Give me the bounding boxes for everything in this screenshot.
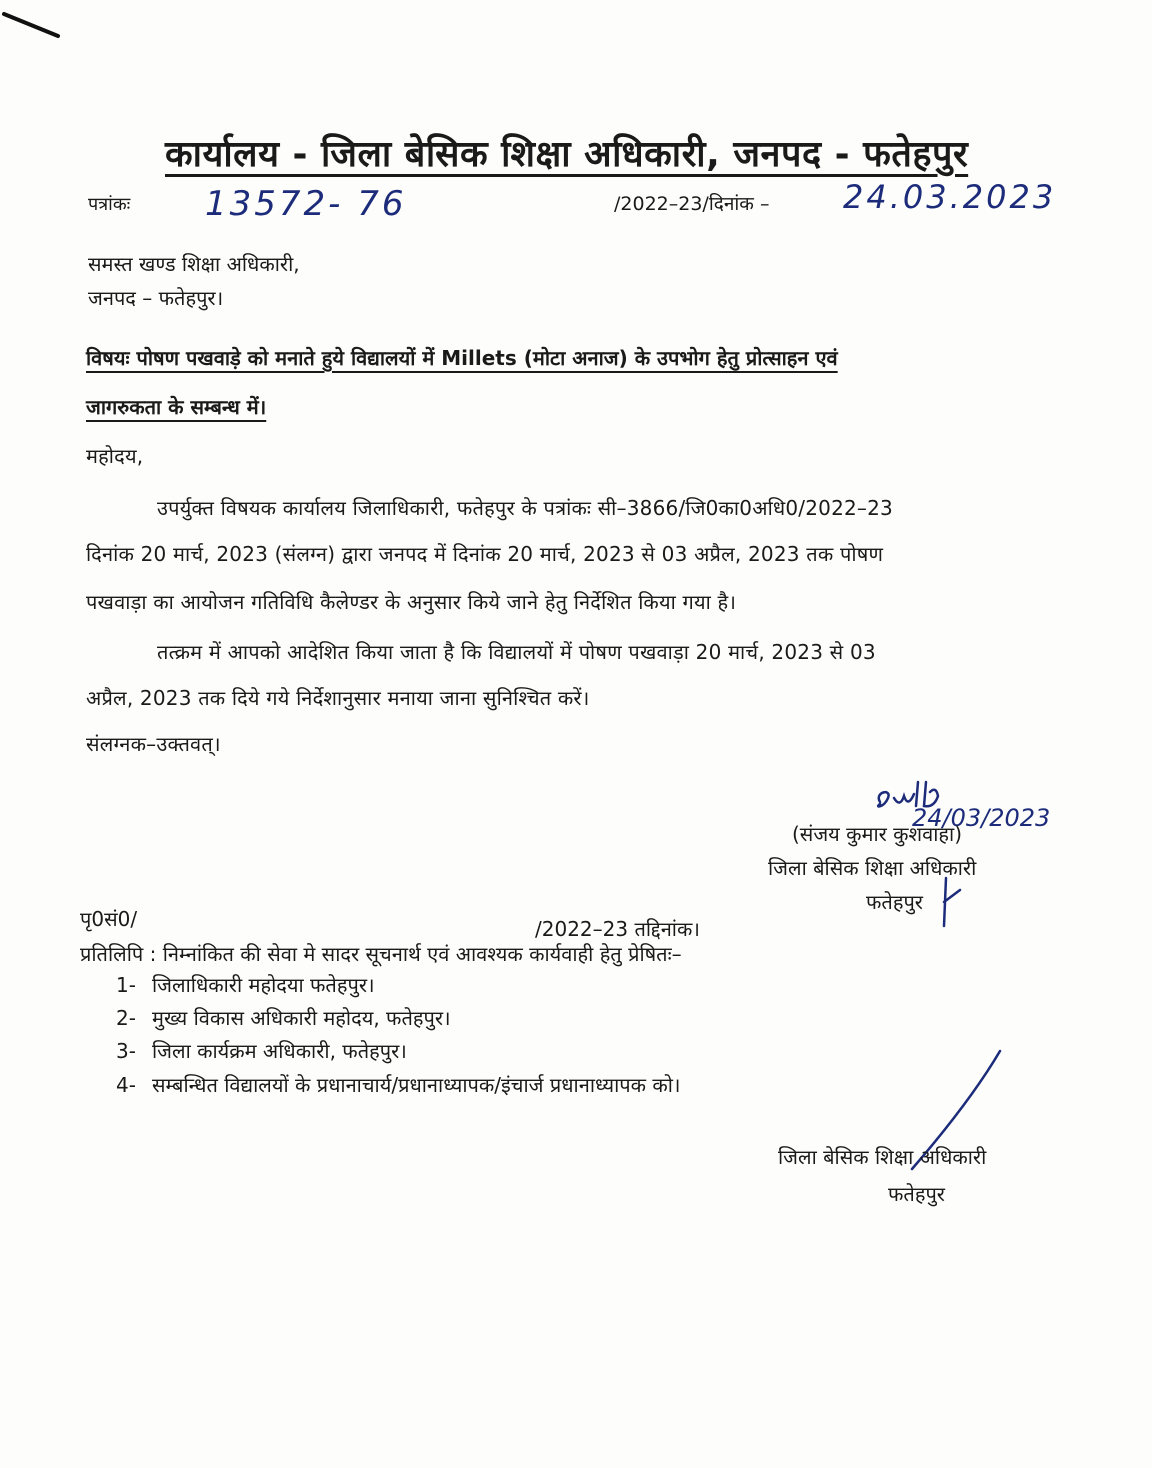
corner-pen-mark bbox=[0, 0, 70, 50]
signature-date-handwritten: 24/03/2023 bbox=[912, 804, 1051, 832]
officer-designation: जिला बेसिक शिक्षा अधिकारी bbox=[768, 856, 977, 880]
copy-item-4: सम्बन्धित विद्यालयों के प्रधानाचार्य/प्रधानाध्यापक/इंचार्ज प्रधानाध्यापक को। bbox=[152, 1073, 681, 1097]
copy-item-1-num: 1- bbox=[116, 973, 136, 997]
signature-tick-mark bbox=[938, 872, 968, 932]
reference-number-handwritten: 13572- 76 bbox=[205, 184, 407, 224]
body-para2-line2: अप्रैल, 2023 तक दिये गये निर्देशानुसार मनाया जाना सुनिश्चित करें। bbox=[86, 686, 590, 710]
copy-item-1: जिलाधिकारी महोदया फतेहपुर। bbox=[152, 973, 375, 997]
footer-place: फतेहपुर bbox=[888, 1182, 945, 1206]
salutation: महोदय, bbox=[86, 444, 144, 468]
body-para1-line1: उपर्युक्त विषयक कार्यालय जिलाधिकारी, फतेहपुर के पत्रांकः सी–3866/जि0का0अधि0/2022–23 bbox=[157, 496, 893, 520]
body-para2-line1: तत्क्रम में आपको आदेशित किया जाता है कि विद्यालयों में पोषण पखवाड़ा 20 मार्च, 2023 से 03 bbox=[157, 640, 876, 664]
reference-label: पत्रांकः bbox=[88, 194, 131, 215]
addressee-line-1: समस्त खण्ड शिक्षा अधिकारी, bbox=[88, 252, 300, 276]
body-para1-line3: पखवाड़ा का आयोजन गतिविधि कैलेण्डर के अनुसार किये जाने हेतु निर्देशित किया गया है। bbox=[86, 590, 737, 614]
office-heading: कार्यालय - जिला बेसिक शिक्षा अधिकारी, जनपद - फतेहपुर bbox=[165, 134, 969, 175]
copy-intro: प्रतिलिपि : निम्नांकित की सेवा मे सादर सूचनार्थ एवं आवश्यक कार्यवाही हेतु प्रेषितः– bbox=[80, 942, 682, 966]
date-handwritten: 24.03.2023 bbox=[843, 178, 1057, 216]
body-para1-line2: दिनांक 20 मार्च, 2023 (संलग्न) द्वारा जनपद में दिनांक 20 मार्च, 2023 से 03 अप्रैल, 2023 तक पोषण bbox=[86, 542, 884, 566]
reference-year-date-label: /2022–23/दिनांक – bbox=[614, 193, 770, 215]
officer-name: (संजय कुमार कुशवाहा) bbox=[792, 822, 963, 846]
enclosure-note: संलग्नक–उक्तवत्। bbox=[86, 732, 221, 756]
copy-item-2: मुख्य विकास अधिकारी महोदय, फतेहपुर। bbox=[152, 1006, 451, 1030]
copy-item-3-num: 3- bbox=[116, 1039, 136, 1063]
copy-item-2-num: 2- bbox=[116, 1006, 136, 1030]
subject-line-2: जागरुकता के सम्बन्ध में। bbox=[86, 395, 267, 419]
officer-place: फतेहपुर bbox=[866, 890, 923, 914]
copy-item-3: जिला कार्यक्रम अधिकारी, फतेहपुर। bbox=[152, 1039, 407, 1063]
addressee-line-2: जनपद – फतेहपुर। bbox=[88, 286, 224, 310]
copy-item-4-num: 4- bbox=[116, 1073, 136, 1097]
copy-ref-label: पृ0सं0/ bbox=[80, 907, 138, 931]
subject-line-1: विषयः पोषण पखवाड़े को मनाते हुये विद्यालयों में Millets (मोटा अनाज) के उपभोग हेतु प्रोत्साहन एवं bbox=[86, 346, 838, 370]
copy-ref-tail: /2022–23 तद्दिनांक। bbox=[535, 917, 700, 941]
footer-designation: जिला बेसिक शिक्षा अधिकारी bbox=[778, 1145, 987, 1169]
